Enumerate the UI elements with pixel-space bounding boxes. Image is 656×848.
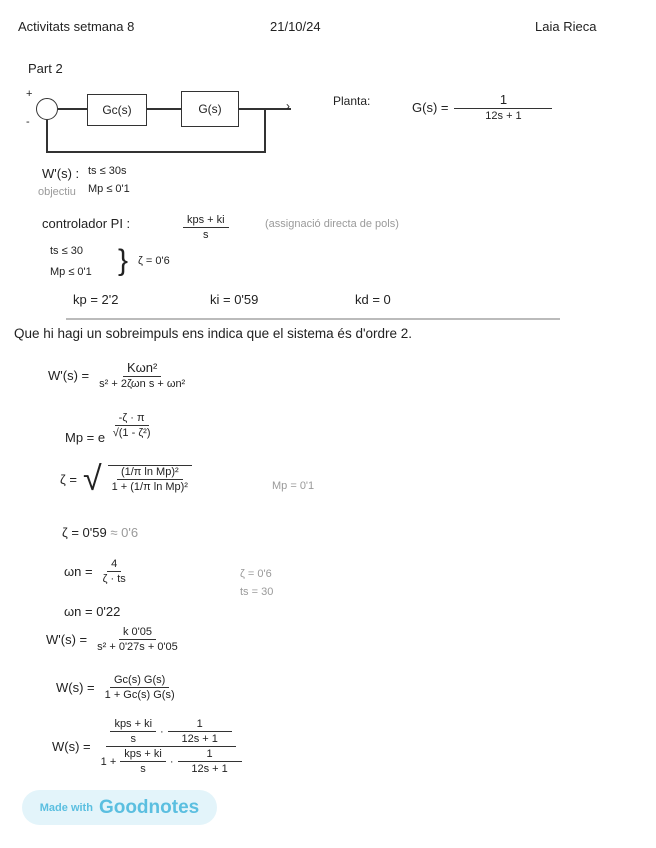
doc-author: Laia Rieca: [535, 19, 597, 34]
spec-mp: Mp ≤ 0'1: [50, 266, 92, 278]
denominator: s² + 2ζωn s + ωn²: [99, 378, 186, 390]
plant-label: Planta:: [333, 94, 371, 108]
term: 12s + 1: [191, 763, 228, 775]
denominator: 1 + Gc(s) G(s): [104, 689, 175, 701]
denominator: s: [203, 229, 209, 241]
zeta-value: ζ = 0'6: [138, 255, 170, 267]
goodnotes-badge[interactable]: [22, 790, 217, 825]
numerator: kps + ki: [183, 214, 229, 228]
denominator: ζ · ts: [102, 573, 126, 585]
plant-lhs: G(s) =: [412, 99, 449, 115]
numerator: Kωn²: [123, 360, 161, 377]
denominator: 1 + (1/π ln Mp)²: [111, 481, 188, 493]
term: 12s + 1: [181, 733, 218, 745]
term: kps + ki: [110, 718, 156, 732]
equation-target-tf: [46, 626, 182, 653]
statement: Que hi hagi un sobreimpuls ens indica que el sistema és d'ordre 2.: [14, 326, 413, 341]
equation-closed-loop-2nd-order: [48, 360, 189, 390]
feedback-line: [46, 120, 48, 152]
minus-sign: -: [26, 116, 30, 128]
arrow-line: [147, 108, 181, 110]
feedback-line: [46, 151, 266, 153]
term: 1: [168, 718, 232, 732]
zeta-value: ζ = 0'59: [62, 525, 107, 540]
denominator: 12s + 1: [485, 110, 522, 122]
numerator: Gc(s) G(s): [110, 674, 169, 688]
controller-note: (assignació directa de pols): [265, 218, 399, 230]
objective-note: objectiu: [38, 186, 76, 198]
numerator: (1/π ln Mp)²: [117, 466, 183, 480]
section-title: Part 2: [28, 61, 63, 76]
numerator: 1: [454, 92, 552, 109]
term: s: [140, 763, 146, 775]
exponent-denominator: √(1 - ζ²): [112, 427, 151, 439]
doc-title: Activitats setmana 8: [18, 19, 135, 34]
brace-icon: }: [118, 244, 129, 277]
lhs: W(s) =: [56, 680, 95, 695]
controller-block: Gc(s): [87, 94, 147, 126]
denominator: 1 + $\frac{\text{kps + ki}}{s}$ · $\frac{1}{12s + 1}$: [97, 747, 246, 775]
arrow-line: [58, 108, 87, 110]
numerator: $\frac{\text{kps + ki}}{s}$ · $\frac{1}{12s + 1}$: [106, 718, 235, 747]
exponent-numerator: -ζ · π: [115, 412, 149, 426]
term: kps + ki: [120, 748, 166, 762]
summing-junction: [36, 98, 58, 120]
spec-ts: ts ≤ 30s: [88, 165, 127, 177]
gain-ki: ki = 0'59: [210, 292, 259, 307]
spec-ts: ts ≤ 30: [50, 245, 83, 257]
gain-kp: kp = 2'2: [73, 292, 119, 307]
controller-tf: [183, 214, 229, 241]
numerator: 4: [107, 558, 121, 572]
lhs: W(s) =: [52, 739, 91, 754]
denominator: s² + 0'27s + 0'05: [97, 641, 178, 653]
term: 1: [178, 748, 242, 762]
gain-kd: kd = 0: [355, 292, 391, 307]
zeta-result: [62, 525, 138, 540]
objective-lhs: W'(s) :: [42, 166, 80, 181]
side-note-zeta: ζ = 0'6: [240, 568, 272, 580]
divider: [66, 318, 560, 320]
zeta-approx: ≈ 0'6: [110, 525, 139, 540]
equation-zeta: [60, 462, 192, 496]
arrow-head-icon: ›: [286, 99, 290, 113]
numerator: k 0'05: [119, 626, 156, 640]
equation-closed-loop: [56, 674, 179, 701]
plus-sign: +: [26, 88, 33, 100]
lhs: W'(s) =: [48, 367, 90, 383]
badge-caption: Made with: [39, 801, 93, 814]
term: 1 +: [100, 755, 117, 768]
plant-equation: [412, 92, 552, 122]
side-note-ts: ts = 30: [240, 586, 274, 598]
feedback-line: [264, 108, 266, 152]
lhs: Mp = e: [65, 430, 106, 445]
spec-mp: Mp ≤ 0'1: [88, 183, 130, 195]
controller-label: controlador PI :: [42, 216, 131, 231]
lhs: W'(s) =: [46, 632, 88, 647]
sqrt-icon: √: [82, 460, 102, 498]
doc-date: 21/10/24: [270, 19, 321, 34]
wn-result: ωn = 0'22: [64, 604, 121, 619]
equation-wn: [64, 558, 130, 585]
plant-block: G(s): [181, 91, 239, 127]
term: s: [130, 733, 136, 745]
equation-closed-loop-expanded: [52, 718, 246, 775]
side-note-mp: Mp = 0'1: [272, 480, 315, 492]
lhs: ζ =: [60, 471, 77, 487]
lhs: ωn =: [64, 564, 93, 579]
badge-brand: Goodnotes: [98, 796, 200, 818]
equation-overshoot: [65, 412, 155, 445]
